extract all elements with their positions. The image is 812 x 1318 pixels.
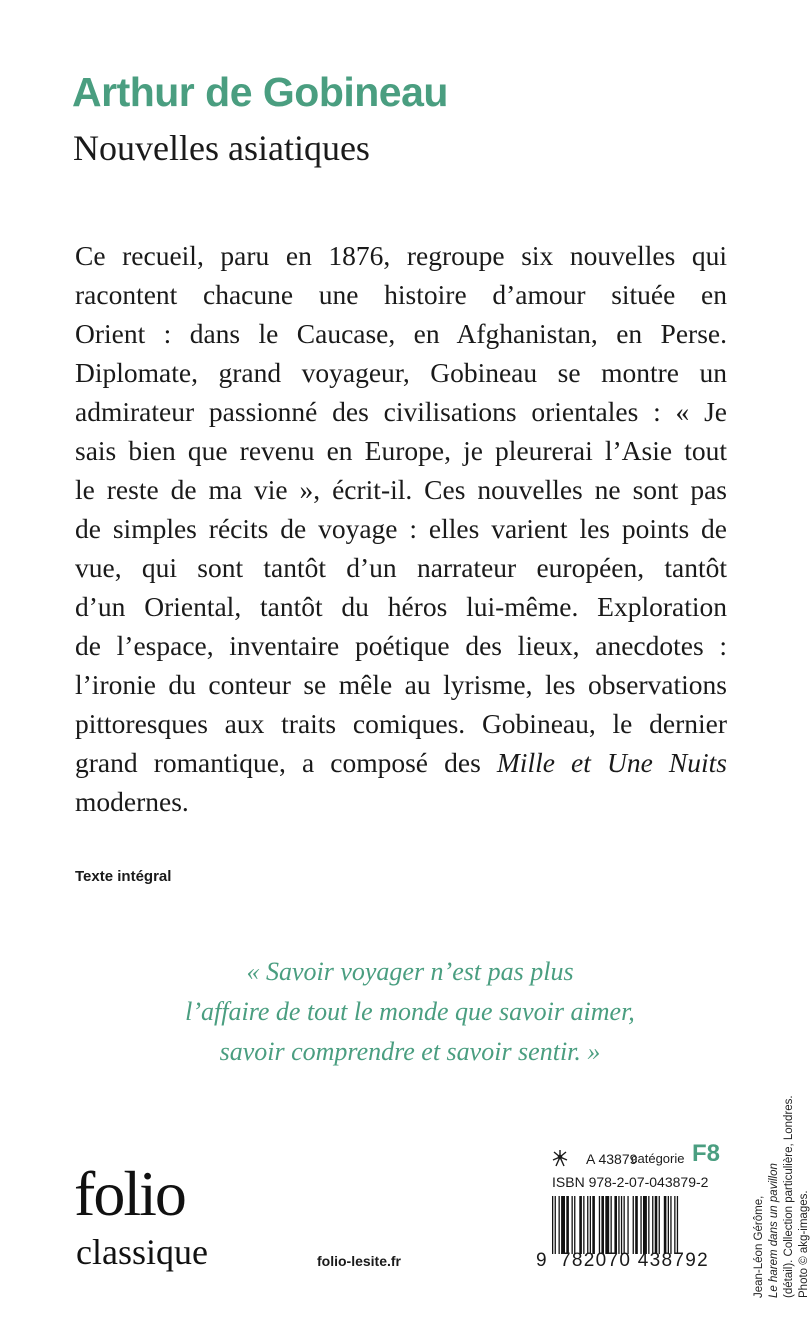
epigraph-quote (110, 952, 710, 1072)
blurb-line: modernes. (75, 786, 189, 817)
book-title: Nouvelles asiatiques (73, 128, 370, 168)
blurb-italic-title: Mille et Une Nuits (496, 747, 727, 778)
category-code: F8 (692, 1140, 721, 1167)
blurb (75, 236, 727, 821)
category-label: catégorie (631, 1151, 685, 1166)
blurb-line: pittoresques aux traits comiques. Gobineau, le dernier (75, 708, 727, 739)
quote-line: savoir comprendre et savoir sentir. » (219, 1037, 601, 1066)
credit-author: Jean-Léon Gérôme, (753, 1195, 765, 1298)
folio-logo: folio (74, 1158, 185, 1229)
isbn: ISBN 978-2-07-043879-2 (552, 1174, 709, 1190)
blurb-line: Diplomate, grand voyageur, Gobineau se montre un (75, 357, 727, 388)
blurb-line: de simples récits de voyage : elles varient les points de (75, 513, 727, 544)
credit-line-1 (752, 713, 797, 1298)
blurb-text: grand romantique, a composé des (75, 747, 497, 778)
credit-line-2: Photo © akg-images. (798, 1190, 810, 1298)
blurb-line: d’un Oriental, tantôt du héros lui-même. Exploration (75, 591, 727, 622)
blurb-line-italic (75, 743, 727, 782)
barcode (552, 1196, 722, 1254)
blurb-line: Orient : dans le Caucase, en Afghanistan, en Perse. (75, 318, 727, 349)
blurb-line: racontent chacune une histoire d’amour située en (75, 279, 727, 310)
texte-integral-label: Texte intégral (75, 868, 172, 885)
quote-line: l’affaire de tout le monde que savoir aimer, (185, 997, 635, 1026)
gallimard-star-icon (550, 1148, 570, 1168)
blurb-line: admirateur passionné des civilisations orientales : « Je (75, 396, 727, 427)
collection-name: classique (76, 1232, 208, 1272)
credit-work: Le harem dans un pavillon (768, 1163, 780, 1298)
blurb-line: sais bien que revenu en Europe, je pleurerai l’Asie tout (75, 435, 727, 466)
blurb-line: le reste de ma vie », écrit-il. Ces nouvelles ne sont pas (75, 474, 727, 505)
blurb-line: vue, qui sont tantôt d’un narrateur européen, tantôt (75, 552, 727, 583)
photo-credit (752, 713, 812, 1298)
author-name: Arthur de Gobineau (72, 69, 448, 115)
barcode-first-digit: 9 (536, 1250, 548, 1271)
reference-code: A 43879 (586, 1151, 638, 1167)
barcode-digits-rest: 782070 438792 (560, 1250, 709, 1271)
blurb-line: Ce recueil, paru en 1876, regroupe six nouvelles qui (75, 240, 727, 271)
blurb-line: de l’espace, inventaire poétique des lieux, anecdotes : (75, 630, 727, 661)
quote-line: « Savoir voyager n’est pas plus (246, 957, 574, 986)
credit-rest: (détail). Collection particulière, Londres. (783, 1095, 795, 1298)
blurb-line: l’ironie du conteur se mêle au lyrisme, les observations (75, 669, 727, 700)
publisher-website: folio-lesite.fr (317, 1253, 402, 1269)
